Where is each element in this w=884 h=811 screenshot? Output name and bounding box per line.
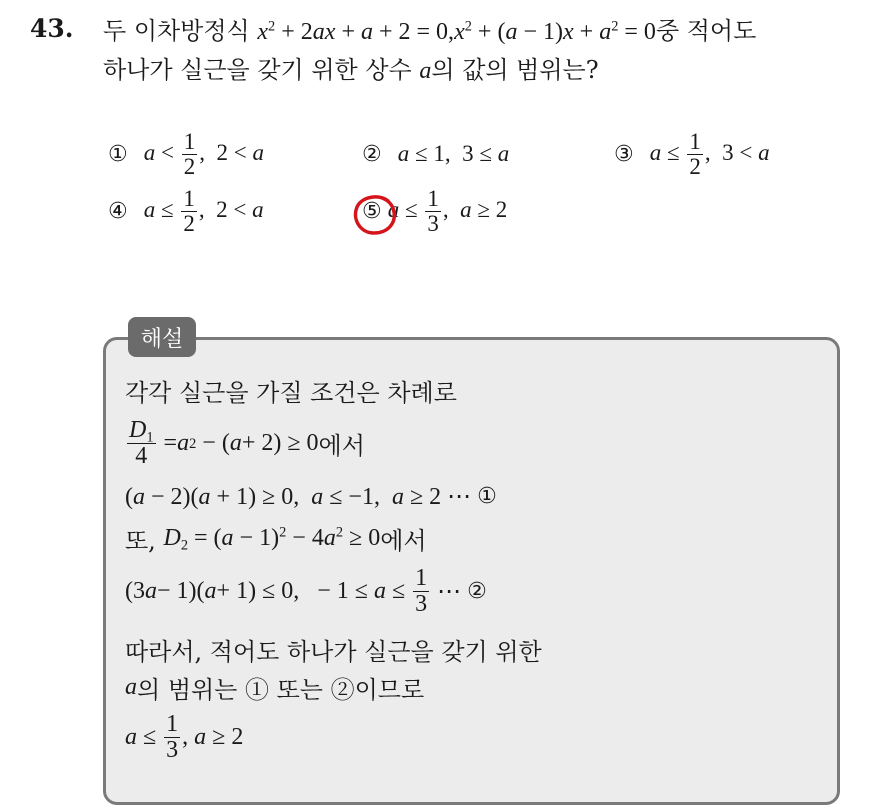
choice-3-expression: a ≤ $\frac{1}{2}$ , 3 < a	[649, 129, 770, 180]
solution-line-2-suffix: 에서	[318, 432, 365, 461]
choice-3-marker: ③	[614, 142, 634, 168]
discriminant-1-expression: $\frac{D_1}{4}$ = a 2 − ( a + 2) ≥ 0	[129, 417, 319, 470]
solution-line-7	[125, 670, 424, 705]
solution-line-2	[125, 418, 365, 469]
choice-2-expression: a ≤ 1, 3 ≤ a	[397, 141, 510, 166]
question-line2-suffix: 의 값의 범위는?	[431, 56, 599, 84]
solution-line-7-text: 의 범위는 ① 또는 ②이므로	[137, 676, 425, 704]
question-line1-prefix: 두 이차방정식	[103, 17, 250, 45]
solution-line-4-prefix: 또,	[125, 527, 156, 555]
choice-1-marker: ①	[108, 142, 128, 168]
solution-line-6: 따라서, 적어도 하나가 실근을 갖기 위한	[125, 638, 542, 666]
solution-line-3-mark: ①	[477, 484, 497, 509]
choice-3[interactable]	[614, 130, 770, 179]
final-answer: a ≤ $\frac{1}{3}$ , a ≥ 2	[125, 711, 244, 764]
inequality-1-result: (a − 2)(a + 1) ≥ 0, a ≤ −1, a ≥ 2 ⋯	[125, 484, 478, 510]
question-line2-prefix: 하나가 실근을 갖기 위한 상수	[103, 56, 412, 84]
choice-1-expression: a < $\frac{1}{2}$ , 2 < a	[143, 129, 264, 180]
question-text	[103, 12, 873, 90]
choice-1[interactable]	[108, 130, 264, 179]
choice-2-marker: ②	[362, 141, 382, 167]
solution-tag: 해설	[128, 317, 196, 357]
question-number: 43.	[30, 14, 74, 43]
choice-4[interactable]	[108, 187, 264, 236]
solution-line-8	[125, 712, 243, 763]
variable-a: a	[419, 58, 432, 84]
choice-5-expression: a ≤ $\frac{1}{3}$ , a ≥ 2	[387, 186, 508, 237]
solution-line-5-mark: ②	[467, 579, 487, 605]
choice-5[interactable]	[362, 187, 507, 236]
inequality-2-result: (3 a − 1)( a + 1) ≤ 0, − 1 ≤ a ≤ $\frac{1}{3}$ ⋯	[125, 565, 468, 618]
choice-4-marker: ④	[108, 199, 128, 225]
solution-line-3	[125, 482, 497, 511]
question-line1-suffix: 중 적어도	[655, 17, 757, 45]
choice-4-expression: a ≤ $\frac{1}{2}$ , 2 < a	[143, 186, 264, 237]
equation-2: $x^2 + (a - 1)x + a^2 = 0$	[454, 18, 656, 45]
solution-line-5	[125, 566, 487, 617]
solution-line-4	[125, 521, 427, 556]
choice-2[interactable]	[362, 141, 509, 167]
choice-5-marker: ⑤	[362, 199, 382, 225]
solution-variable-a: a	[125, 674, 137, 700]
discriminant-2-expression: $D_2 = (a - 1)^2 - 4a^2 \ge 0$	[163, 524, 381, 554]
solution-line-1: 각각 실근을 가질 조건은 차례로	[125, 379, 457, 407]
solution-line-4-suffix: 에서	[380, 527, 427, 555]
equation-1: $x^2 + 2ax + a + 2 = 0$,	[257, 18, 455, 45]
